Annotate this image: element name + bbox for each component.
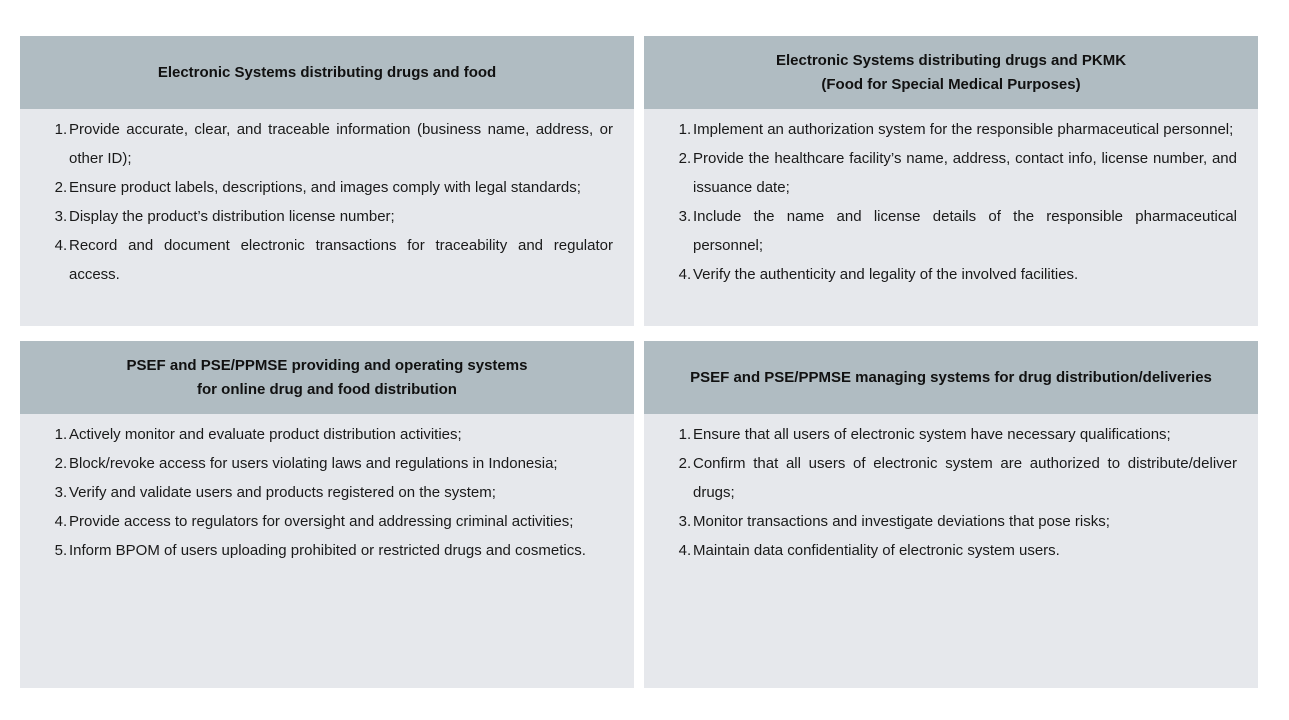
- list-item: 3 . Include the name and license details of the responsible pharmaceutical personnel;: [674, 202, 1237, 260]
- card-title-line: (Food for Special Medical Purposes): [821, 75, 1081, 93]
- card-title: [127, 354, 528, 402]
- list-item: 4 . Verify the authenticity and legality of the involved facilities.: [674, 260, 1237, 289]
- item-number: 3: [678, 208, 687, 225]
- card-header: [644, 36, 1258, 109]
- item-number: 2: [678, 455, 687, 472]
- card-title-line: for online drug and food distribution: [197, 380, 457, 398]
- item-text: Confirm that all users of electronic system are authorized to distribute/deliver drugs;: [693, 455, 1237, 501]
- card-header: [644, 341, 1258, 414]
- list-item: 3 . Monitor transactions and investigate deviations that pose risks;: [674, 507, 1237, 536]
- item-text: Provide access to regulators for oversight and addressing criminal activities;: [69, 513, 574, 530]
- item-text: Provide accurate, clear, and traceable information (business name, address, or other ID);: [69, 121, 613, 167]
- item-number: 3: [678, 513, 687, 530]
- list-item: 1 . Provide accurate, clear, and traceable information (business name, address, or other ID);: [50, 115, 613, 173]
- item-number: 2: [54, 179, 63, 196]
- item-number: 1: [54, 426, 63, 443]
- item-text: Verify the authenticity and legality of the involved facilities.: [693, 266, 1079, 283]
- item-text: Implement an authorization system for the responsible pharmaceutical personnel;: [693, 121, 1234, 138]
- item-text: Ensure that all users of electronic system have necessary qualifications;: [693, 426, 1171, 443]
- list-item: 4 . Maintain data confidentiality of electronic system users.: [674, 536, 1237, 565]
- card-title: [690, 366, 1212, 390]
- item-text: Include the name and license details of the responsible pharmaceutical personnel;: [693, 208, 1237, 254]
- card-header: [20, 36, 634, 109]
- card-title: [776, 49, 1126, 97]
- list-item: 4 . Record and document electronic transactions for traceability and regulator access.: [50, 231, 613, 289]
- card-title-line: PSEF and PSE/PPMSE providing and operating systems: [126, 356, 528, 374]
- item-number: 4: [54, 513, 63, 530]
- list-item: 5 . Inform BPOM of users uploading prohibited or restricted drugs and cosmetics.: [50, 536, 613, 565]
- card-title-line: PSEF and PSE/PPMSE managing systems for drug distribution/deliveries: [690, 368, 1212, 386]
- list-item: 2 . Confirm that all users of electronic system are authorized to distribute/deliver drugs;: [674, 449, 1237, 507]
- card-psef-drug-deliveries: [644, 341, 1258, 688]
- item-text: Inform BPOM of users uploading prohibited or restricted drugs and cosmetics.: [69, 542, 586, 559]
- list-item: 1 . Ensure that all users of electronic system have necessary qualifications;: [674, 420, 1237, 449]
- item-text: Actively monitor and evaluate product distribution activities;: [69, 426, 462, 443]
- item-text: Verify and validate users and products registered on the system;: [69, 484, 496, 501]
- card-psef-online-distribution: [20, 341, 634, 688]
- item-number: 3: [54, 208, 63, 225]
- item-number: 1: [678, 426, 687, 443]
- item-text: Block/revoke access for users violating laws and regulations in Indonesia;: [69, 455, 558, 472]
- list-item: 3 . Verify and validate users and products registered on the system;: [50, 478, 613, 507]
- requirements-list: [50, 420, 613, 565]
- item-number: 1: [678, 121, 687, 138]
- card-title-line: Electronic Systems distributing drugs and food: [157, 63, 497, 81]
- item-number: 1: [54, 121, 63, 138]
- item-number: 4: [678, 542, 687, 559]
- item-text: Record and document electronic transactions for traceability and regulator access.: [69, 237, 613, 283]
- item-number: 2: [678, 150, 687, 167]
- card-title-line: Electronic Systems distributing drugs and PKMK: [775, 51, 1127, 69]
- item-number: 4: [678, 266, 687, 283]
- list-item: 2 . Ensure product labels, descriptions, and images comply with legal standards;: [50, 173, 613, 202]
- list-item: 2 . Provide the healthcare facility’s name, address, contact info, license number, and issuance date;: [674, 144, 1237, 202]
- card-drugs-and-pkmk: [644, 36, 1258, 326]
- requirements-list: [50, 115, 613, 289]
- list-item: 3 . Display the product’s distribution license number;: [50, 202, 613, 231]
- item-text: Ensure product labels, descriptions, and images comply with legal standards;: [69, 179, 581, 196]
- requirements-list: [674, 420, 1237, 565]
- item-text: Provide the healthcare facility’s name, address, contact info, license number, and issuance date;: [693, 150, 1237, 196]
- card-body: [20, 109, 634, 289]
- list-item: 1 . Actively monitor and evaluate product distribution activities;: [50, 420, 613, 449]
- card-drugs-and-food: [20, 36, 634, 326]
- item-text: Display the product’s distribution license number;: [69, 208, 395, 225]
- card-title: [158, 61, 496, 85]
- item-number: 3: [54, 484, 63, 501]
- list-item: 1 . Implement an authorization system for the responsible pharmaceutical personnel;: [674, 115, 1237, 144]
- card-header: [20, 341, 634, 414]
- card-body: [644, 414, 1258, 565]
- requirements-list: [674, 115, 1237, 289]
- card-body: [20, 414, 634, 565]
- item-text: Maintain data confidentiality of electronic system users.: [693, 542, 1060, 559]
- card-body: [644, 109, 1258, 289]
- item-number: 2: [54, 455, 63, 472]
- list-item: 4 . Provide access to regulators for oversight and addressing criminal activities;: [50, 507, 613, 536]
- item-text: Monitor transactions and investigate deviations that pose risks;: [693, 513, 1110, 530]
- item-number: 4: [54, 237, 63, 254]
- item-number: 5: [54, 542, 63, 559]
- list-item: 2 . Block/revoke access for users violating laws and regulations in Indonesia;: [50, 449, 613, 478]
